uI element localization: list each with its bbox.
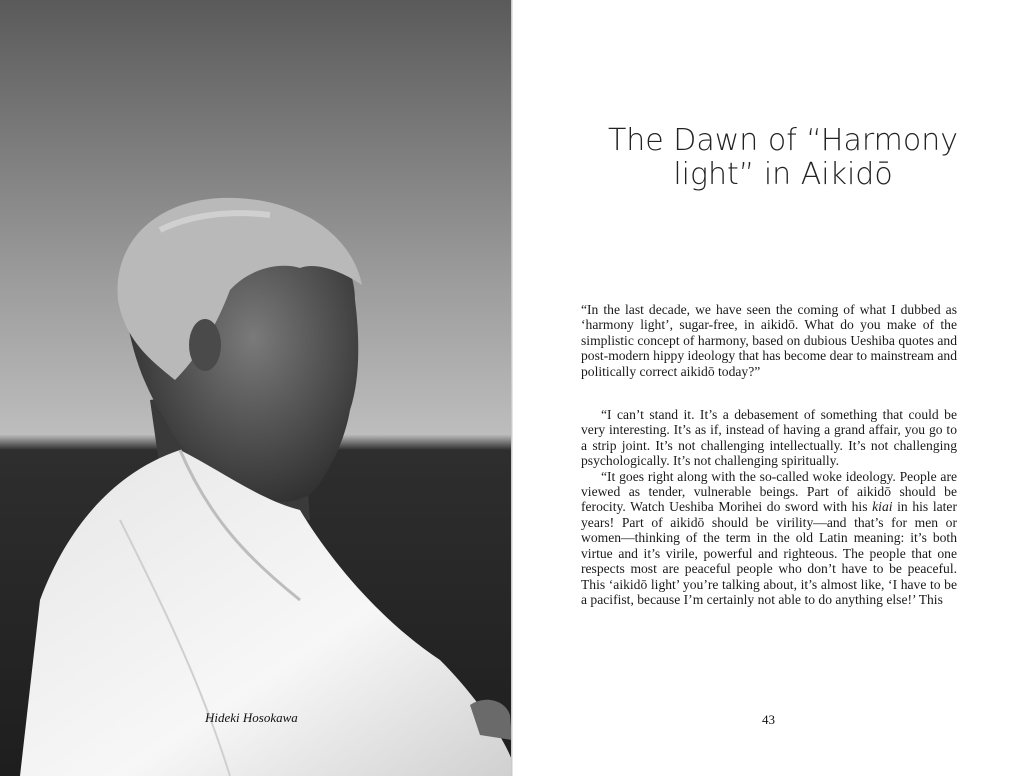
- answer-paragraph-2: [581, 469, 957, 608]
- answer-paragraph-2-part1: “It goes right along with the so-called woke ideology. People are viewed as tender, vulnerable beings. Part of aikidō should be ferocity. Watch Ueshiba Morihei do sword with his: [581, 468, 957, 515]
- kiai-term: kiai: [872, 499, 893, 515]
- chapter-title-line2: light” in Aikidō: [673, 157, 893, 192]
- photo-caption: Hideki Hosokawa: [205, 710, 298, 725]
- answer-paragraph-1: “I can’t stand it. It’s a debasement of something that could be very interesting. It’s as if, instead of having a grand affair, you go to a strip joint. It’s not challenging intellectually. It’s not challenging psychologically. It’s not challenging spiritually.: [581, 407, 957, 469]
- chapter-title: [553, 124, 1013, 192]
- body-text: [581, 302, 957, 607]
- interview-question: “In the last decade, we have seen the coming of what I dubbed as ‘harmony light’, sugar-free, in aikidō. What do you make of the simplistic concept of harmony, based on dubious Ueshiba quotes and post-modern hippy ideology that has become dear to mainstream and politically correct aikidō today?”: [581, 302, 957, 379]
- right-page-text: [513, 0, 1024, 776]
- chapter-title-line1: The Dawn of “Harmony: [607, 123, 959, 158]
- page-number: 43: [762, 712, 775, 727]
- answer-paragraph-2-part2: in his later years! Part of aikidō should be virility—and that’s for men or women—thinking of the term in the old Latin meaning: it’s both virtue and it’s virile, powerful and righteous. The people that one respects most are peaceful people who don’t have to be peaceful. This ‘aikidō light’ you’re talking about, it’s almost like, ‘I have to be a pacifist, because I’m certainly not able to do anything else!’ This: [581, 499, 957, 607]
